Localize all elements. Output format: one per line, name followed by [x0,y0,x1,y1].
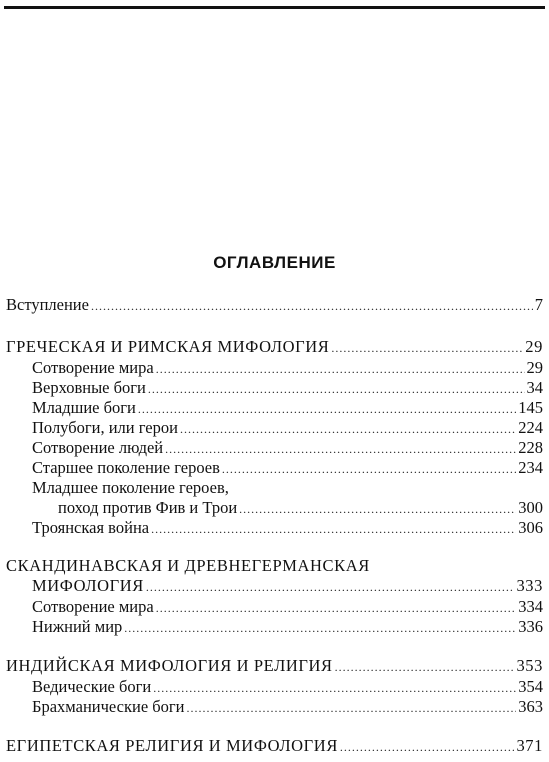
toc-entry-label: Старшее поколение героев [32,458,220,477]
leader-dots [222,459,516,479]
leader-dots [335,657,515,677]
toc-page-number: 29 [525,337,543,356]
toc-page-number: 353 [516,656,543,675]
toc-section-label: МИФОЛОГИЯ [32,576,144,595]
toc-page-number: 7 [534,295,543,314]
leader-dots [91,296,533,316]
toc-entry-label: Троянская война [32,518,150,537]
toc-page-number: 300 [518,498,543,517]
leader-dots [138,399,516,419]
toc-entry-label: Вступление [6,295,89,314]
toc-entry[interactable] [32,518,543,539]
leader-dots [165,439,516,459]
toc-section-label: ЕГИПЕТСКАЯ РЕЛИГИЯ И МИФОЛОГИЯ [6,736,338,755]
toc-page-number: 334 [518,597,543,616]
leader-dots [331,338,523,358]
toc-entry[interactable] [32,358,543,379]
toc-page-number: 29 [526,358,543,377]
page-title: ОГЛАВЛЕНИЕ [213,253,336,272]
toc-entry-label: Младшие боги [32,398,136,417]
toc-page-number: 363 [518,697,543,716]
leader-dots [180,419,516,439]
leader-dots [124,618,516,638]
toc-entry-label: Брахманические боги [32,697,185,716]
toc-section-greek[interactable] [6,337,543,358]
toc-page-number: 333 [516,576,543,595]
leader-dots [187,698,517,718]
leader-dots [148,379,525,399]
toc-entry[interactable] [58,498,543,519]
toc-entry-label: поход против Фив и Трои [58,498,238,517]
leader-dots [340,737,515,757]
toc-entry[interactable] [32,677,543,698]
toc-entry-label: Сотворение мира [32,358,154,377]
toc-entry[interactable] [32,458,543,479]
toc-page-number: 228 [518,438,543,457]
toc-entry-label: Верховные боги [32,378,146,397]
leader-dots [146,577,515,597]
toc-page-number: 336 [518,617,543,636]
toc-section-norse[interactable] [32,576,543,597]
toc-entry[interactable] [32,438,543,459]
toc-entry[interactable] [32,617,543,638]
toc-section-indian[interactable] [6,656,543,677]
leader-dots [156,598,517,618]
toc-entry-label: Сотворение мира [32,597,154,616]
toc-entry-label: Нижний мир [32,617,123,636]
leader-dots [151,519,516,539]
toc-section-label: ИНДИЙСКАЯ МИФОЛОГИЯ И РЕЛИГИЯ [6,656,333,675]
toc-page-number: 354 [518,677,543,696]
toc-page-number: 371 [516,736,543,755]
toc-entry-label-line1[interactable]: Младшее поколение героев, [32,478,229,497]
toc-page-number: 34 [526,378,543,397]
toc-entry[interactable] [32,697,543,718]
toc-section-egypt[interactable] [6,736,543,757]
toc-entry[interactable] [32,597,543,618]
toc-page-number: 224 [518,418,543,437]
leader-dots [156,359,525,379]
leader-dots [239,499,516,519]
toc-entry[interactable] [32,378,543,399]
toc-entry[interactable] [32,398,543,419]
toc-section-label: ГРЕЧЕСКАЯ И РИМСКАЯ МИФОЛОГИЯ [6,337,330,356]
toc-entry-intro[interactable] [6,295,543,316]
toc-page-number: 234 [518,458,543,477]
top-rule [4,6,545,9]
toc-entry-label: Ведические боги [32,677,152,696]
toc-entry-label: Сотворение людей [32,438,164,457]
toc-section-norse-line1[interactable]: СКАНДИНАВСКАЯ И ДРЕВНЕГЕРМАНСКАЯ [6,556,370,575]
leader-dots [153,678,516,698]
toc-entry-label: Полубоги, или герои [32,418,178,437]
toc-entry[interactable] [32,418,543,439]
toc-page-number: 306 [518,518,543,537]
toc-page-number: 145 [518,398,543,417]
